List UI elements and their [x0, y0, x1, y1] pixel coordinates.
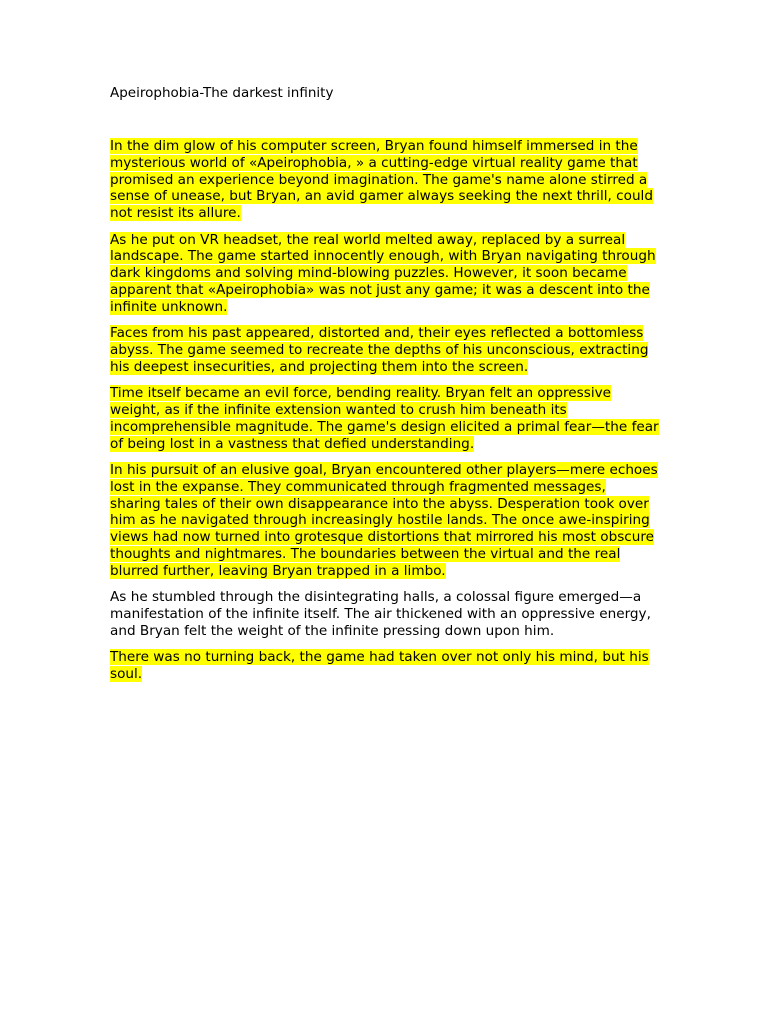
paragraph-text: As he put on VR headset, the real world melted away, replaced by a surreal landscape. The game started innocently enough, with Bryan navigating through dark kingdoms and solving mind-blowing puzzles. However, it soon became apparent that «Apeirophobia» was not just any game; it was a descent into the infinite unknown. — [110, 231, 656, 315]
paragraph-2 — [110, 232, 660, 316]
paragraph-text: Faces from his past appeared, distorted and, their eyes reflected a bottomless abyss. The game seemed to recreate the depths of his unconscious, extracting his deepest insecurities, and projecting them into the screen. — [110, 325, 649, 375]
document-title: Apeirophobia-The darkest infinity — [110, 85, 334, 101]
paragraph-text: There was no turning back, the game had taken over not only his mind, but his soul. — [110, 649, 649, 682]
paragraph-5 — [110, 462, 660, 580]
paragraph-text: As he stumbled through the disintegrating halls, a colossal figure emerged—a manifestation of the infinite itself. The air thickened with an oppressive energy, and Bryan felt the weight of the infinite pressing down upon him. — [110, 589, 651, 639]
paragraph-3 — [110, 325, 660, 375]
paragraph-text: In his pursuit of an elusive goal, Bryan encountered other players—mere echoes lost in the expanse. They communicated through fragmented messages, sharing tales of their own disappearance into the abyss. Desperation took over him as he navigated through increasingly hostile lands. The once awe-inspiring views had now turned into grotesque distortions that mirrored his most obscure thoughts and nightmares. The boundaries between the virtual and the real blurred further, leaving Bryan trapped in a limbo. — [110, 461, 658, 579]
paragraph-6 — [110, 589, 660, 639]
paragraph-text: Time itself became an evil force, bending reality. Bryan felt an oppressive weight, as if the infinite extension wanted to crush him beneath its incomprehensible magnitude. The game's design elicited a primal fear—the fear of being lost in a vastness that defied understanding. — [110, 385, 659, 452]
paragraph-7 — [110, 649, 660, 683]
document-page — [110, 85, 660, 692]
paragraph-1 — [110, 138, 660, 222]
paragraph-4 — [110, 385, 660, 452]
paragraph-text: In the dim glow of his computer screen, Bryan found himself immersed in the mysterious world of «Apeirophobia, » a cutting-edge virtual reality game that promised an experience beyond imagination. The game's name alone stirred a sense of unease, but Bryan, an avid gamer always seeking the next thrill, could not resist its allure. — [110, 138, 653, 222]
